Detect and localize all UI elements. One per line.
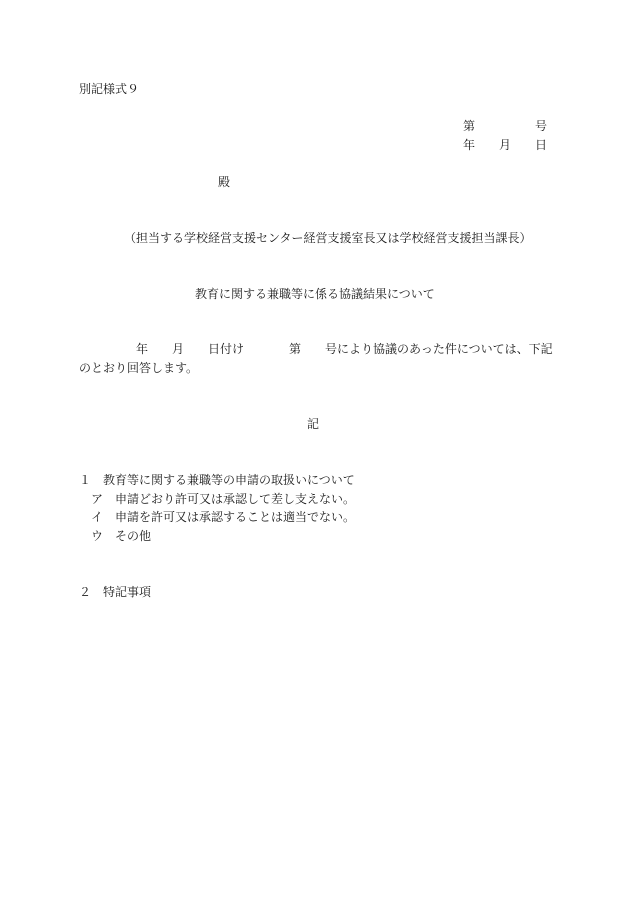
sender-title: （担当する学校経営支援センター経営支援室長又は学校経営支援担当課長） [124, 231, 532, 245]
body-dated: 日付け [208, 342, 245, 356]
doc-number-suffix: 号 [535, 119, 548, 133]
section-1-heading: １ 教育等に関する兼職等の申請の取扱いについて [79, 473, 355, 487]
doc-date [0, 139, 630, 153]
section-1-option-a: ア 申請どおり許可又は承認して差し支えない。 [91, 492, 356, 506]
section-2-heading: ２ 特記事項 [79, 585, 152, 599]
body-year: 年 [136, 342, 149, 356]
body-num-prefix: 第 [289, 342, 302, 356]
doc-date-year: 年 [463, 138, 476, 152]
doc-date-day: 日 [535, 138, 548, 152]
form-label: 別記様式９ [79, 82, 140, 96]
body-line-2: のとおり回答します。 [79, 361, 199, 375]
body-month: 月 [172, 342, 185, 356]
doc-date-month: 月 [499, 138, 512, 152]
body-line1-rest: 号により協議のあった件については、下記 [325, 342, 553, 356]
doc-number-prefix: 第 [463, 119, 476, 133]
addressee-suffix: 殿 [218, 175, 231, 189]
section-1-option-u: ウ その他 [91, 529, 152, 543]
doc-number [0, 120, 630, 134]
document-title: 教育に関する兼職等に係る協議結果について [195, 287, 435, 301]
section-1-option-i: イ 申請を許可又は承認することは適当でない。 [91, 510, 356, 524]
body-line-1 [0, 343, 630, 357]
ki-heading: 記 [307, 417, 320, 431]
